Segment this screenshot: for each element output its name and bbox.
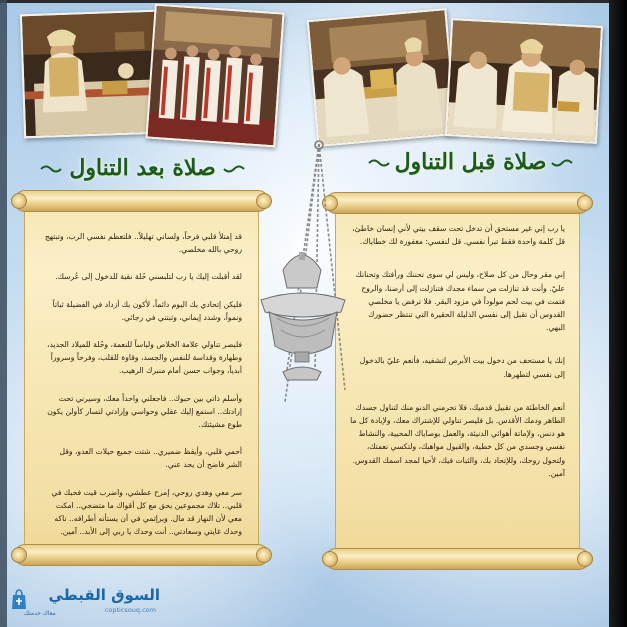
site-logo — [10, 586, 160, 620]
logo-name: السوق القبطي — [48, 586, 160, 604]
prayer-text-before — [349, 222, 565, 494]
scroll-after-communion — [14, 186, 269, 570]
photo-deacons-procession — [145, 4, 284, 148]
flourish-icon — [223, 164, 245, 174]
prayer-paragraph: فليصر تناولي علامة الخلاص ولباساً للنعمة، وحُلة للميلاد الجديد، وطهارة وقداسة للنفس والجسد، وقاوة للقلب، وفرحاً وسروراً أبدياً، وجواب حسن أمام منبرك الرهيب. — [47, 340, 242, 376]
prayer-paragraph: لقد أقبلت إليك يا رب لتلبسني حُلة نقية للدخول إلى عُرسك. — [55, 272, 242, 282]
photo-bishop-blessing — [445, 18, 603, 144]
prayer-paragraph: سر معي وهدي روحي، إمرح عطشي، واضرب قيت فحبك في قلبي.. تلاك مجموعين بحق مع كل أقواك ما متضجي.. امكت معي لأن النهار قد مال. وبرإتمي في أن يستأنه أطرافه.. ناكه وحدك غايتي وسعادتي.. أنت وحدك يا ربي إلى الأبد.. آمين. — [51, 487, 242, 537]
flourish-icon — [40, 164, 62, 174]
scroll-roll-top — [14, 190, 269, 212]
top-border — [0, 0, 609, 3]
flourish-icon — [551, 158, 573, 168]
logo-tagline: معاك خدمتك — [24, 610, 56, 617]
prayer-paragraph: فليكن إتحادي بك اليوم دائماً، لأكون بك أزداد في الفضيلة ثباتاً ونمواً، وشدد إيماني، وثبتني في رجائي. — [52, 299, 242, 322]
prayer-paragraph: يا رب إني غير مستحق أن تدخل تحت سقف بيتي لأني إنسان خاطئ، قل كلمة واحدة فقط تبرأ نفسي. قل لنفسي: مغفورة لك خطاياك. — [352, 224, 565, 247]
right-border — [609, 0, 627, 627]
photo-priest-altar — [20, 10, 161, 139]
scroll-roll-bottom — [325, 548, 590, 570]
left-border — [0, 0, 7, 627]
prayer-paragraph: إني مقر وحال من كل صلاح، وليس لي سوى تحننك ورأفتك وتحنانك عليّ. وأنت قد تنازلت من سماء مجدك فتنازلت إلى أرضنا، والروح فتمت في بيت لحم مولوداً في مزود البقر. فلا ترفض يا مخلصي القدوس أن تقبل إلى نفسي الذليلة الحقيرة التي تنتظر حضورك البهي. — [355, 270, 565, 333]
prayer-paragraph: أحمي قلبي، وأيقظ ضميري.. شتت جميع حيلات العدو، وقل الشر فاضح أن يحد عني. — [59, 447, 242, 470]
flourish-icon — [368, 158, 390, 168]
bag-icon — [10, 588, 28, 610]
heading-after-communion-text: صلاة بعد التناول — [69, 155, 216, 181]
prayer-text-after — [42, 230, 242, 552]
prayer-paragraph: وأسلم ذاتي بين حبوك.. فاجعلني واحداً معك، وسيرني تحت إرادتك.. استمع إليك عقلي وحواسي وإرادتي لتسار كأولن يكون طوع مشيئتك. — [47, 393, 242, 430]
prayer-paragraph: قد إمتلأ قلبي فرحاً، ولساني تهليلاً.. فلتعظم نفسي الرب، وتبتهج روحي بالله مخلصي. — [44, 232, 242, 255]
prayer-paragraph: إنك يا مستحف من دخول بيت الأبرص لتشفيه، فأنعم عليّ بالدخول إلى نفسي لتطهرها. — [359, 356, 565, 379]
censer-illustration — [247, 140, 357, 430]
prayer-paragraph: أنعم الخاطئة من تقبيل قدميك، فلا تحرمني الدنو منك لتناول جسدك الطاهر ودمك الأقدس. بل فليصر تناولي للإشتراك معك، ولإبادة كل ما هو دنس، ولإماتة أهوائي الدنيئة، والعمل بوصاياك المحيية، والنشاط نفسي وجسدي من كل خطية، والقبول مواهبك، ولتكسي نعمتك، ولتحول روحك، وللإتحاد بك، والثبات فيك، لأحيا لمجد اسمك القدوس. آمين. — [350, 402, 565, 478]
heading-before-communion-text: صلاة قبل التناول — [394, 149, 547, 175]
scroll-roll-top — [325, 192, 590, 214]
logo-url: copticsouq.com — [104, 606, 156, 614]
heading-before-communion — [368, 144, 573, 186]
scroll-before-communion — [325, 188, 590, 574]
photo-communion-ceremony — [307, 8, 458, 147]
